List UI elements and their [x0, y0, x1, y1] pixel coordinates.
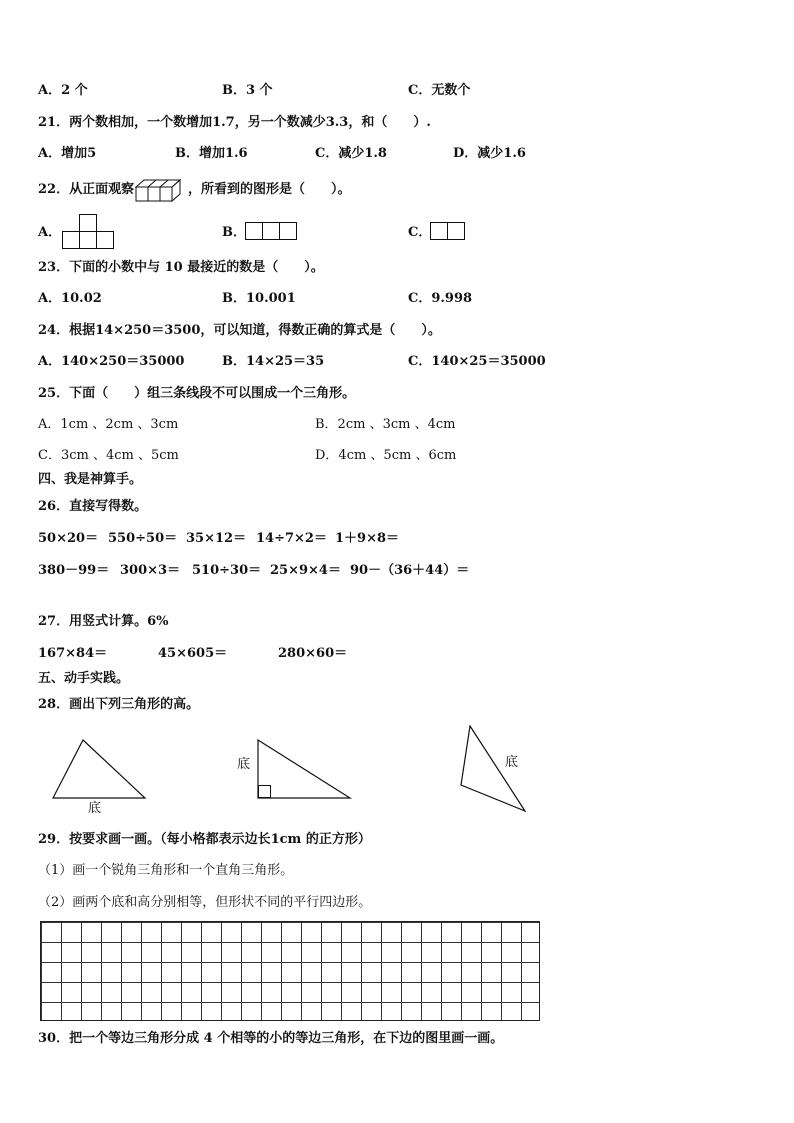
q21-option-b: B．增加1.6	[175, 146, 248, 161]
q22-option-b-label: B．	[222, 225, 246, 240]
q26-item: 50×20＝	[38, 531, 99, 546]
q22-option-b-figure	[245, 222, 299, 242]
q25-option-c: C．3cm 、4cm 、5cm	[38, 448, 179, 463]
q25-option-d: D．4cm 、5cm 、6cm	[315, 448, 457, 463]
q29-stem: 29．按要求画一画。（每小格都表示边长1cm 的正方形）	[38, 832, 371, 847]
q27-item: 280×60＝	[278, 646, 348, 661]
q23-option-c: C．9.998	[408, 291, 473, 306]
q21-stem: 21．两个数相加，一个数增加1.7，另一个数减少3.3，和（ ）.	[38, 115, 431, 130]
q23-option-a: A．10.02	[38, 291, 102, 306]
q25-option-a: A．1cm 、2cm 、3cm	[38, 417, 179, 432]
q25-stem: 25．下面（ ）组三条线段不可以围成一个三角形。	[38, 386, 356, 401]
q30-stem: 30．把一个等边三角形分成 4 个相等的小的等边三角形，在下边的图里画一画。	[38, 1031, 504, 1046]
q27-stem: 27．用竖式计算。6%	[38, 614, 169, 629]
q28-base-label-2: 底	[237, 757, 251, 772]
q26-item: 1＋9×8＝	[335, 531, 400, 546]
section-4-heading: 四、我是神算手。	[38, 472, 143, 487]
q23-stem: 23．下面的小数中与 10 最接近的数是（ ）。	[38, 260, 324, 275]
q26-item: 14÷7×2＝	[256, 531, 327, 546]
q28-base-label-3: 底	[505, 755, 519, 770]
q22-stem-after: ，所看到的图形是（ ）。	[188, 182, 351, 197]
q20-option-b: B．3 个	[222, 83, 273, 98]
q24-option-c: C．140×25＝35000	[408, 354, 546, 369]
q28-stem: 28．画出下列三角形的高。	[38, 697, 200, 712]
q29-part-1: （1）画一个锐角三角形和一个直角三角形。	[38, 863, 294, 878]
q21-option-d: D．减少1.6	[453, 146, 526, 161]
q28-base-label-1: 底	[88, 801, 102, 816]
q21-option-a: A．增加5	[38, 146, 97, 161]
q28-triangle-2	[255, 738, 353, 802]
q23-option-b: B．10.001	[222, 291, 296, 306]
q26-item: 550÷50＝	[108, 531, 178, 546]
q26-item: 90－（36＋44）＝	[350, 563, 470, 578]
q20-option-c: C．无数个	[408, 83, 471, 98]
q27-item: 167×84＝	[38, 646, 108, 661]
q28-triangle-3	[458, 724, 530, 814]
q22-option-a-label: A．	[38, 225, 62, 240]
q25-option-b: B．2cm 、3cm 、4cm	[315, 417, 456, 432]
q24-option-a: A．140×250＝35000	[38, 354, 185, 369]
q28-triangle-1	[50, 738, 150, 802]
q29-part-2: （2）画两个底和高分别相等，但形状不同的平行四边形。	[38, 895, 372, 910]
q20-option-a: A．2 个	[38, 83, 88, 98]
q26-item: 380－99＝	[38, 563, 110, 578]
q27-item: 45×605＝	[158, 646, 228, 661]
q24-stem: 24．根据14×250＝3500，可以知道，得数正确的算式是（ ）。	[38, 323, 441, 338]
q26-stem: 26．直接写得数。	[38, 499, 148, 514]
q24-option-b: B．14×25＝35	[222, 354, 325, 369]
section-5-heading: 五、动手实践。	[38, 671, 130, 686]
q26-item: 300×3＝	[120, 563, 181, 578]
q22-option-a-figure	[62, 213, 116, 249]
cube-stack-figure	[135, 177, 185, 203]
q22-option-c-label: C．	[408, 225, 432, 240]
q26-item: 35×12＝	[186, 531, 247, 546]
q22-option-c-figure	[430, 222, 468, 242]
square-grid	[40, 921, 540, 1021]
q21-option-c: C．减少1.8	[315, 146, 387, 161]
q22-stem-before: 22．从正面观察	[38, 182, 135, 197]
q26-item: 510÷30＝	[192, 563, 262, 578]
q26-item: 25×9×4＝	[270, 563, 341, 578]
